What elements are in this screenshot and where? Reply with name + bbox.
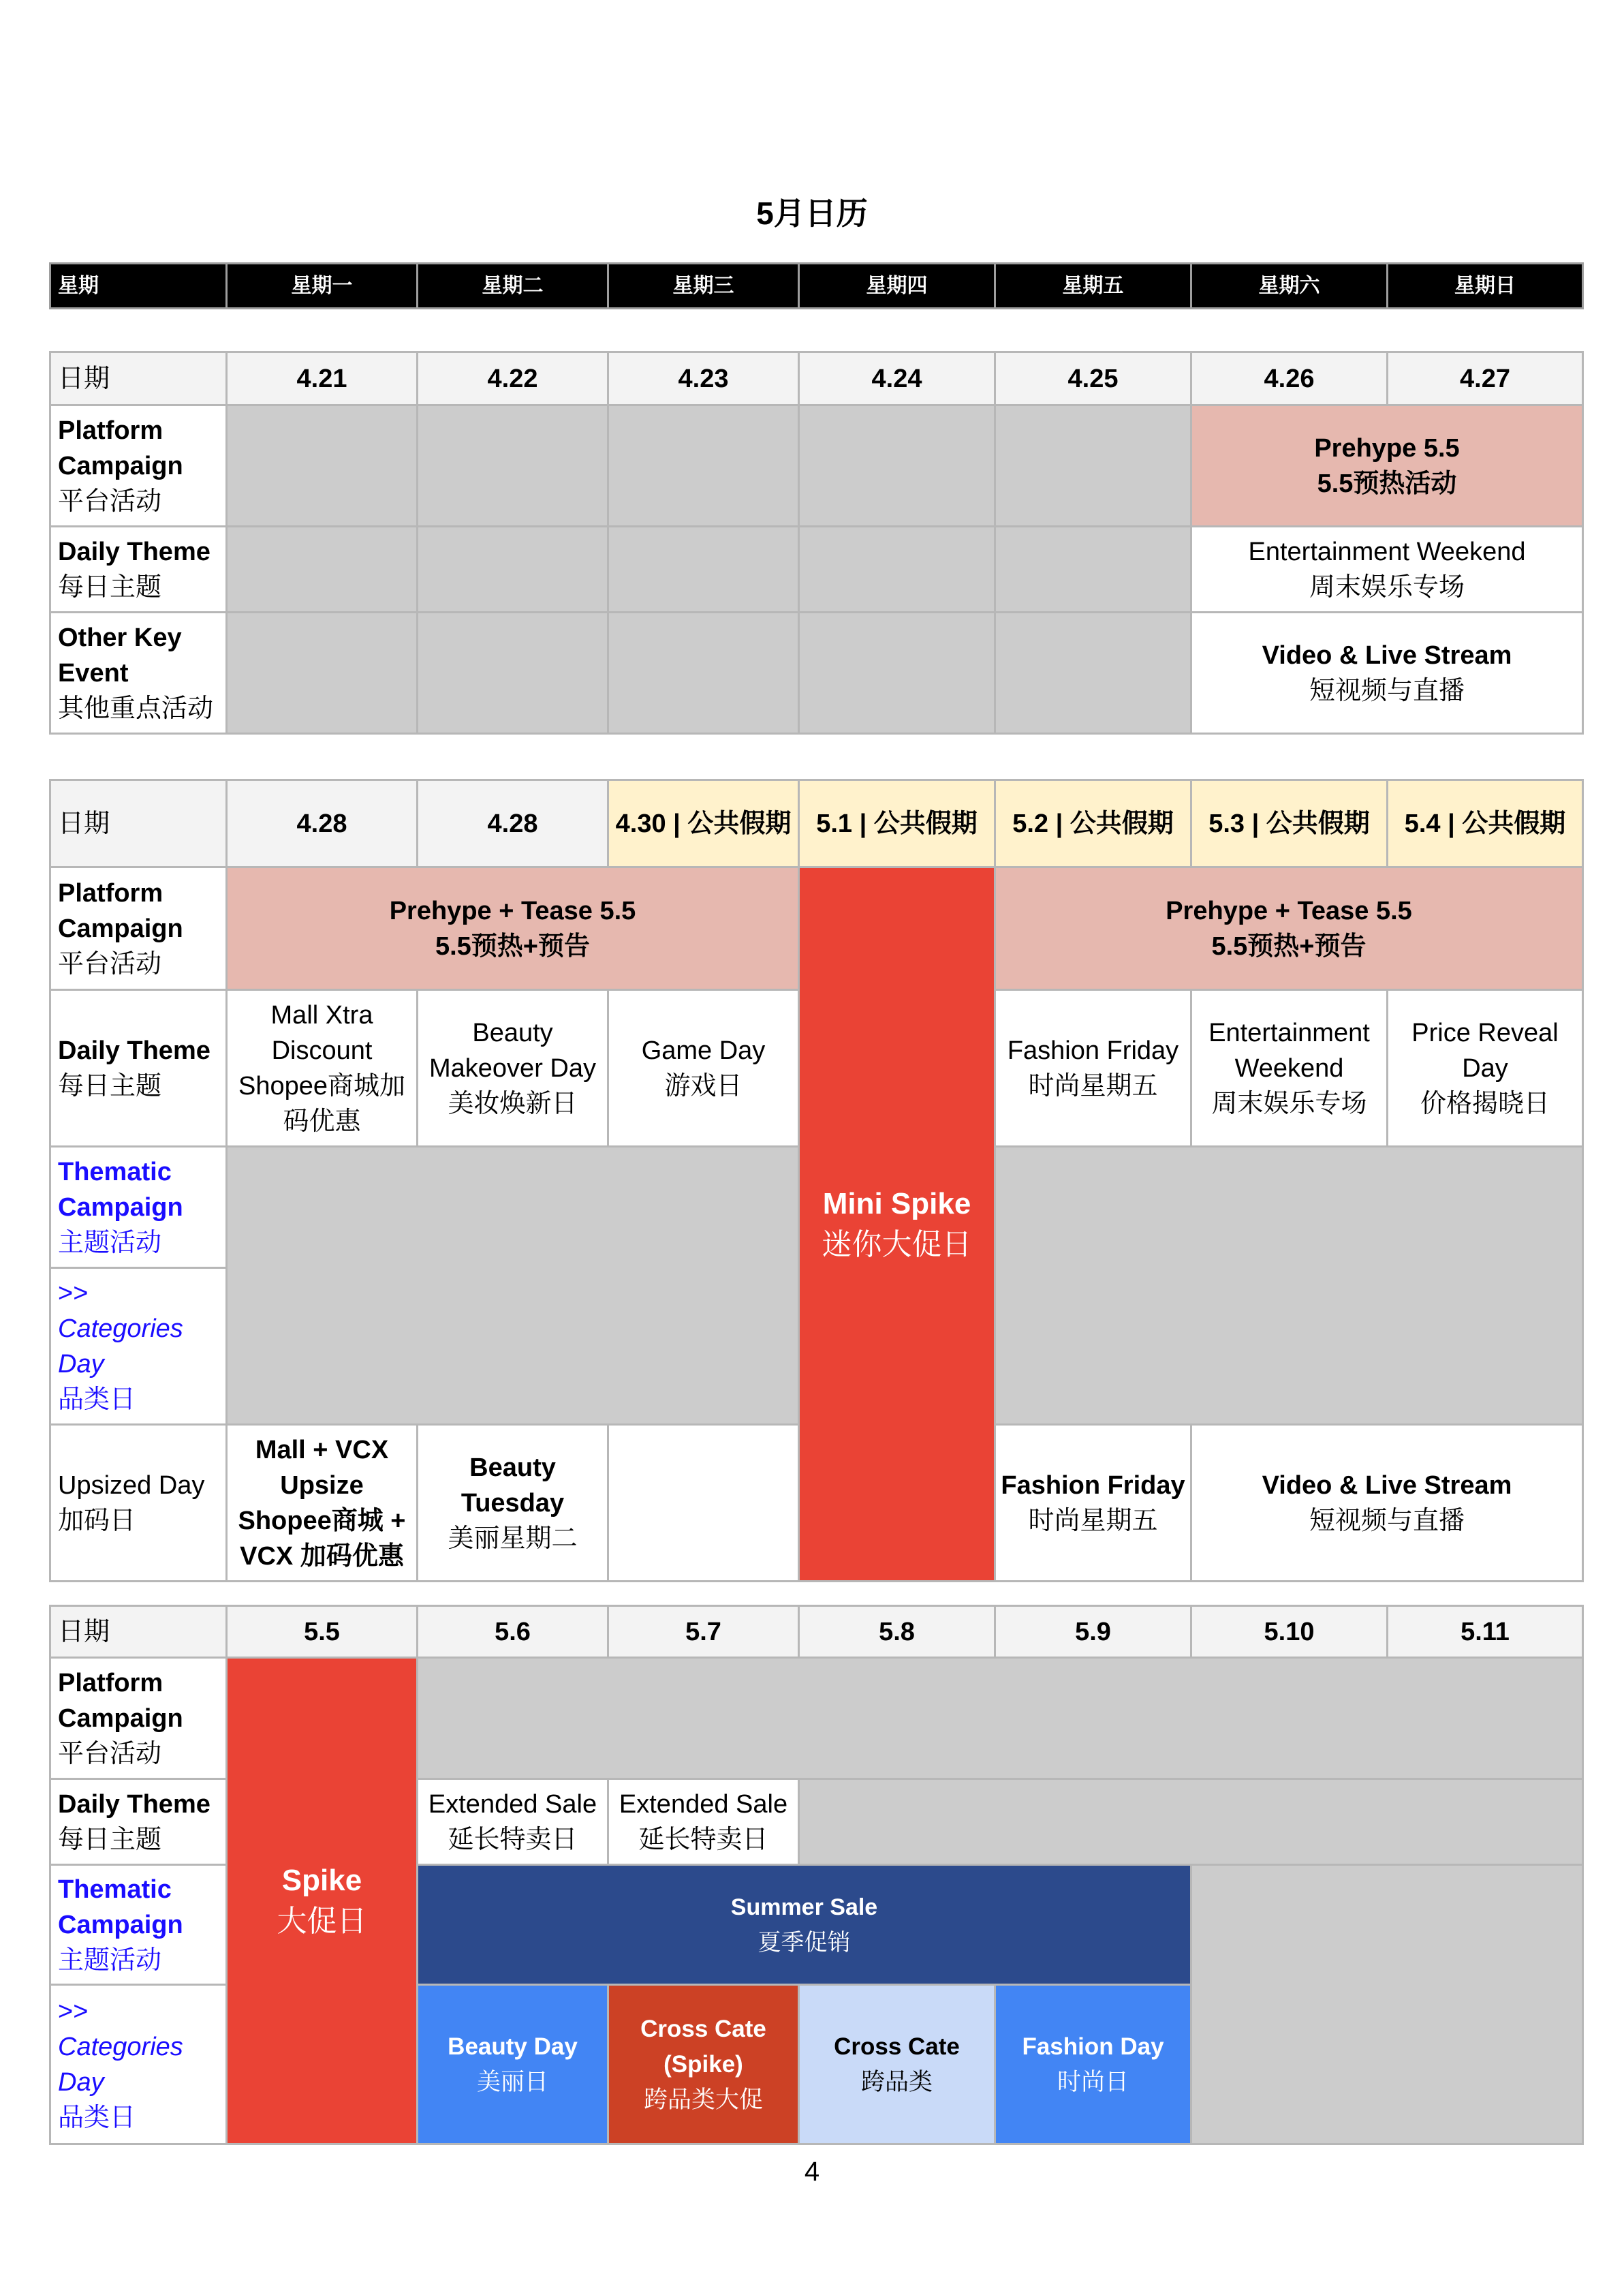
date-label: 日期: [50, 352, 227, 405]
weekday-sat: 星期六: [1191, 264, 1388, 309]
video-live-stream-event: Video & Live Stream 短视频与直播: [1191, 613, 1583, 734]
categories-day-label: >> Categories Day 品类日: [50, 1268, 227, 1425]
daily-theme-cell: Entertainment Weekend 周末娱乐专场: [1191, 990, 1388, 1147]
summer-sale-event: Summer Sale 夏季促销: [418, 1865, 1191, 1985]
weekday-fri: 星期五: [995, 264, 1191, 309]
beauty-day-cell: Beauty Day 美丽日: [418, 1985, 608, 2144]
upsized-cell: Mall + VCX Upsize Shopee商城 + VCX 加码优惠: [227, 1425, 418, 1582]
daily-theme-label: Daily Theme 每日主题: [50, 527, 227, 613]
entertainment-weekend-event: Entertainment Weekend 周末娱乐专场: [1191, 527, 1583, 613]
date-cell: 4.23: [608, 352, 799, 405]
holiday-date-cell: 5.1 | 公共假期: [799, 780, 995, 867]
upsized-cell: Beauty Tuesday 美丽星期二: [418, 1425, 608, 1582]
daily-theme-label: Daily Theme 每日主题: [50, 1779, 227, 1865]
prehype-tease-event: Prehype + Tease 5.5 5.5预热+预告: [227, 867, 799, 990]
date-cell: 4.25: [995, 352, 1191, 405]
prehype-tease-event: Prehype + Tease 5.5 5.5预热+预告: [995, 867, 1583, 990]
date-cell: 4.28: [227, 780, 418, 867]
week3-table: [49, 1605, 1584, 2145]
platform-campaign-label: Platform Campaign 平台活动: [50, 405, 227, 527]
mini-spike-event: Mini Spike 迷你大促日: [799, 867, 995, 1582]
date-label: 日期: [50, 1606, 227, 1658]
date-cell: 5.11: [1388, 1606, 1583, 1658]
other-key-event-label: Other Key Event 其他重点活动: [50, 613, 227, 734]
cross-cate-cell: Cross Cate 跨品类: [799, 1985, 995, 2144]
spike-event: Spike 大促日: [227, 1658, 418, 2144]
upsized-day-label: Upsized Day 加码日: [50, 1425, 227, 1582]
cross-cate-spike-cell: Cross Cate (Spike) 跨品类大促: [608, 1985, 799, 2144]
date-cell: 4.22: [418, 352, 608, 405]
weekday-tue: 星期二: [418, 264, 608, 309]
daily-theme-cell: Price Reveal Day 价格揭晓日: [1388, 990, 1583, 1147]
weekday-header: [49, 262, 1584, 309]
holiday-date-cell: 5.3 | 公共假期: [1191, 780, 1388, 867]
date-cell: 4.26: [1191, 352, 1388, 405]
date-cell: 5.8: [799, 1606, 995, 1658]
weekday-sun: 星期日: [1388, 264, 1583, 309]
daily-theme-cell: Mall Xtra Discount Shopee商城加码优惠: [227, 990, 418, 1147]
page-number: 4: [804, 2157, 820, 2187]
upsized-cell: Fashion Friday 时尚星期五: [995, 1425, 1191, 1582]
daily-theme-cell: Fashion Friday 时尚星期五: [995, 990, 1191, 1147]
date-cell: 4.27: [1388, 352, 1583, 405]
holiday-date-cell: 5.4 | 公共假期: [1388, 780, 1583, 867]
week2-table: [49, 779, 1584, 1582]
date-cell: 5.7: [608, 1606, 799, 1658]
platform-campaign-label: Platform Campaign 平台活动: [50, 1658, 227, 1779]
date-cell: 5.6: [418, 1606, 608, 1658]
holiday-date-cell: 5.2 | 公共假期: [995, 780, 1191, 867]
week1-table: [49, 351, 1584, 735]
weekday-wed: 星期三: [608, 264, 799, 309]
page-title: 5月日历: [756, 196, 868, 231]
extended-sale-cell: Extended Sale 延长特卖日: [418, 1779, 608, 1865]
extended-sale-cell: Extended Sale 延长特卖日: [608, 1779, 799, 1865]
prehype-event: Prehype 5.5 5.5预热活动: [1191, 405, 1583, 527]
date-cell: 5.5: [227, 1606, 418, 1658]
fashion-day-cell: Fashion Day 时尚日: [995, 1985, 1191, 2144]
platform-campaign-label: Platform Campaign 平台活动: [50, 867, 227, 990]
weekday-mon: 星期一: [227, 264, 418, 309]
date-cell: 4.24: [799, 352, 995, 405]
daily-theme-label: Daily Theme 每日主题: [50, 990, 227, 1147]
daily-theme-cell: Beauty Makeover Day 美妆焕新日: [418, 990, 608, 1147]
weekday-thu: 星期四: [799, 264, 995, 309]
date-cell: 5.9: [995, 1606, 1191, 1658]
holiday-date-cell: 4.30 | 公共假期: [608, 780, 799, 867]
date-cell: 5.10: [1191, 1606, 1388, 1658]
date-label: 日期: [50, 780, 227, 867]
upsized-cell: Video & Live Stream 短视频与直播: [1191, 1425, 1583, 1582]
thematic-campaign-label: Thematic Campaign 主题活动: [50, 1865, 227, 1985]
header-label: 星期: [50, 264, 227, 309]
date-cell: 4.28: [418, 780, 608, 867]
daily-theme-cell: Game Day 游戏日: [608, 990, 799, 1147]
date-cell: 4.21: [227, 352, 418, 405]
categories-day-label: >> Categories Day 品类日: [50, 1985, 227, 2144]
thematic-campaign-label: Thematic Campaign 主题活动: [50, 1147, 227, 1268]
